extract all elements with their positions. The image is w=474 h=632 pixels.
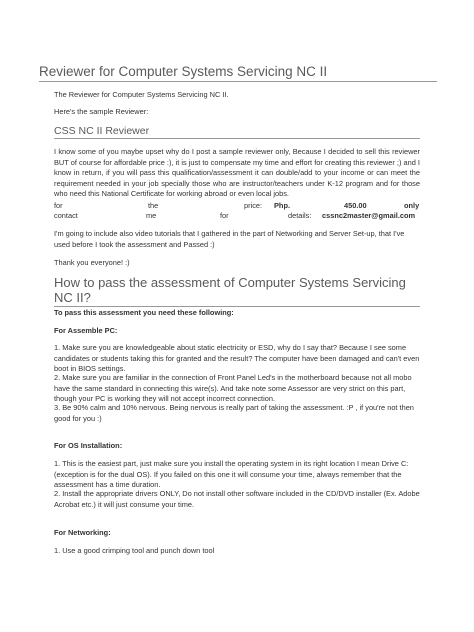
- os-item-2: 2. Install the appropriate drivers ONLY, Do not install other software included in the CD/DVD installer (Ex. Adobe Acrobat etc.) it will just consume your time.: [54, 489, 420, 509]
- assemble-heading: For Assemble PC:: [54, 326, 118, 335]
- paragraph-thank-you: Thank you everyone! :): [54, 258, 130, 267]
- networking-item-1: 1. Use a good crimping tool and punch down tool: [54, 546, 215, 555]
- price-word-the: the: [148, 201, 159, 210]
- contact-word: contact: [54, 211, 78, 220]
- contact-word-details: details:: [288, 211, 312, 220]
- paragraph-video-tutorials: I'm going to include also video tutorials that I gathered in the part of Networking and Server Set-up, that I've used before I took the assessment and Passed :): [54, 229, 405, 249]
- networking-heading: For Networking:: [54, 528, 111, 537]
- price-word-price: price:: [244, 201, 263, 210]
- price-amount: 450.00: [344, 201, 367, 210]
- assemble-item-2: 2. Make sure you are familiar in the connection of Front Panel Led's in the motherboard because not all mobo have the same standard in connecting this wire(s). And take note some Assessor are very strict on this part, though your PC is working they will not accept incorrect connection.: [54, 373, 412, 404]
- price-word-for: for: [54, 201, 63, 210]
- intro-line-2: Here's the sample Reviewer:: [54, 107, 149, 116]
- price-word-php: Php.: [274, 201, 291, 210]
- intro-line-1: The Reviewer for Computer Systems Servicing NC II.: [54, 90, 229, 99]
- paragraph-sell-reviewer: I know some of you maybe upset why do I post a sample reviewer only, Because I decided to sell this reviewer BUT of course for affordable price :), it is just to compensate my time and effort for creating this reviewer ;) and I know in return, if you will pass this qualification/assessment it can double/add to your income or can meet the requirement needed in your job specially those who are instructor/teachers under K-12 program and for those who need this National Certificate for working abroad or even local jobs.: [54, 147, 420, 199]
- assemble-item-1: 1. Make sure you are knowledgeable about static electricity or ESD, why do I say that? Because I see some candidates or students taking this for granted and the result? The computer have been damaged and can't even boot in BIOS settings.: [54, 343, 420, 374]
- section-heading-reviewer: CSS NC II Reviewer: [54, 125, 420, 139]
- contact-email: cssnc2master@gmail.com: [322, 211, 416, 220]
- price-word-only: only: [404, 201, 420, 210]
- os-item-1: 1. This is the easiest part, just make sure you install the operating system in its right location I mean Drive C: (exception is for the dual OS). If you failed on this one it will consume your time, always remember that the assessment has a time duration.: [54, 459, 409, 490]
- document-title: Reviewer for Computer Systems Servicing NC II: [39, 64, 437, 82]
- contact-word-for: for: [220, 211, 229, 220]
- os-heading: For OS Installation:: [54, 441, 123, 450]
- assemble-item-3: 3. Be 90% calm and 10% nervous. Being nervous is really part of taking the assessment. :P , if you're not then good for you :): [54, 403, 414, 423]
- contact-word-me: me: [146, 211, 157, 220]
- lead-text: To pass this assessment you need these following:: [54, 308, 234, 317]
- section-heading-how-to-pass: How to pass the assessment of Computer Systems Servicing NC II?: [54, 275, 420, 307]
